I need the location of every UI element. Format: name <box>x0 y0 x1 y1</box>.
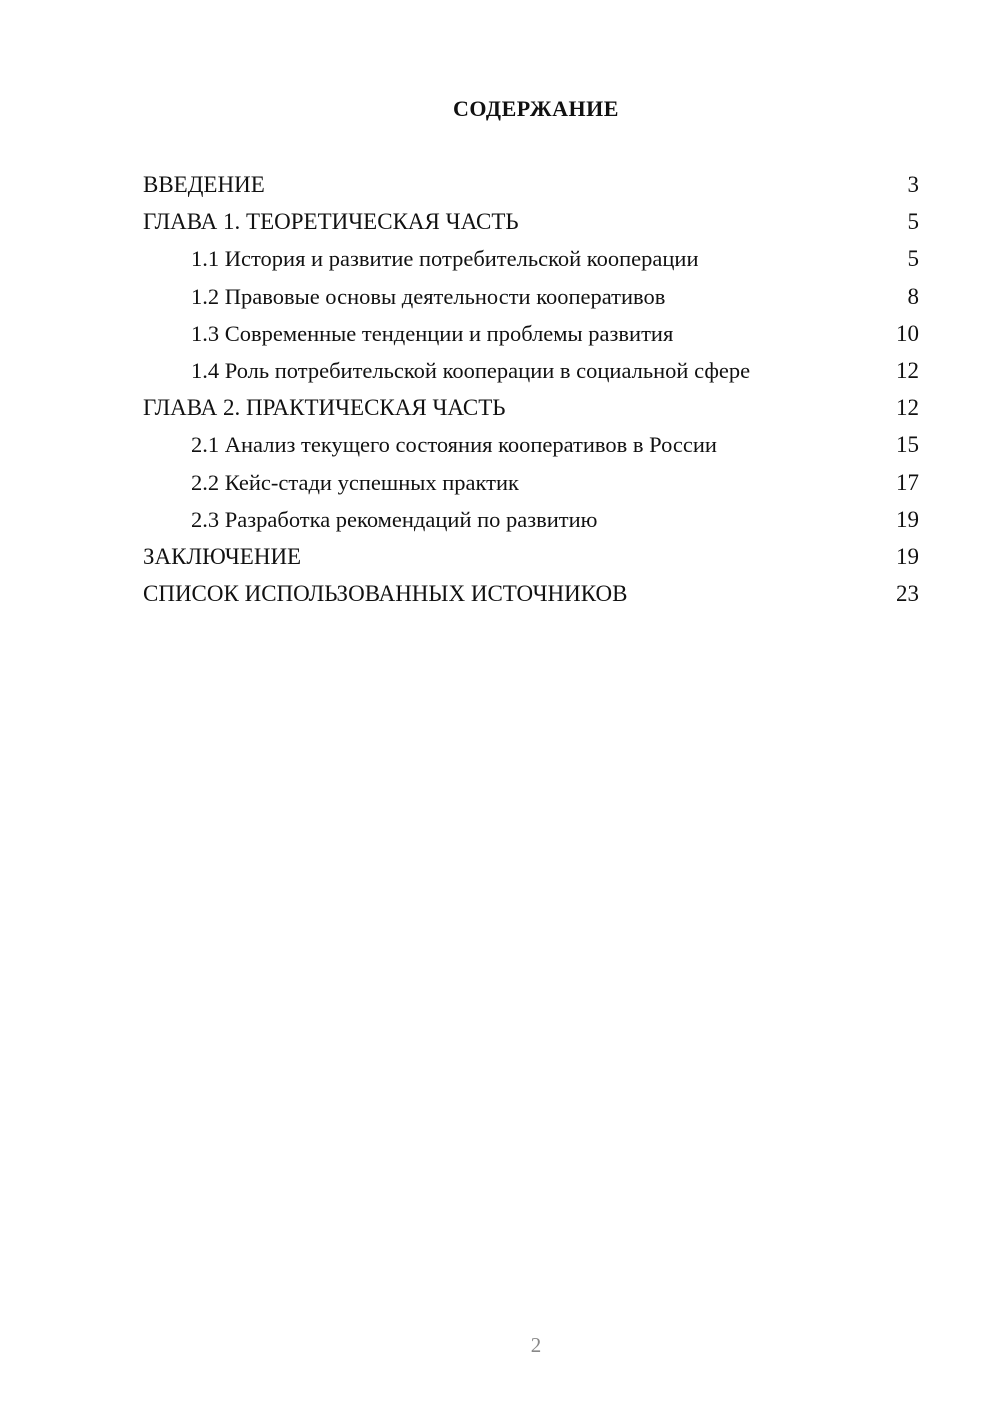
toc-entry-page: 23 <box>896 581 919 607</box>
toc-entry-introduction[interactable] <box>143 169 919 206</box>
toc-entry-section-1-1[interactable] <box>143 243 919 280</box>
toc-entry-label: 2.3 Разработка рекомендаций по развитию <box>191 506 598 532</box>
toc-entry-section-1-3[interactable] <box>143 318 919 355</box>
table-of-contents <box>143 169 919 615</box>
toc-entry-page: 12 <box>896 357 919 383</box>
toc-entry-page: 5 <box>907 246 919 272</box>
toc-entry-page: 12 <box>896 395 919 421</box>
toc-entry-label: СПИСОК ИСПОЛЬЗОВАННЫХ ИСТОЧНИКОВ <box>143 581 628 607</box>
toc-entry-label: 2.1 Анализ текущего состояния кооперативов в России <box>191 432 717 458</box>
toc-entry-page: 10 <box>896 320 919 346</box>
toc-entry-page: 3 <box>907 172 919 197</box>
page-number: 2 <box>530 1333 542 1357</box>
toc-entry-page: 19 <box>896 543 919 569</box>
toc-entry-page: 15 <box>896 432 919 458</box>
toc-entry-section-2-2[interactable] <box>143 467 919 504</box>
toc-entry-label: 1.2 Правовые основы деятельности кооперативов <box>191 283 666 309</box>
toc-entry-page: 8 <box>907 283 919 309</box>
toc-entry-label: ГЛАВА 1. ТЕОРЕТИЧЕСКАЯ ЧАСТЬ <box>143 209 519 235</box>
toc-entry-page: 5 <box>907 209 919 235</box>
toc-entry-section-1-4[interactable] <box>143 355 919 392</box>
toc-entry-section-2-3[interactable] <box>143 504 919 541</box>
toc-entry-label: 1.4 Роль потребительской кооперации в социальной сфере <box>191 357 751 383</box>
toc-entry-section-1-2[interactable] <box>143 281 919 318</box>
toc-entry-label: 2.2 Кейс-стади успешных практик <box>191 469 519 495</box>
toc-entry-label: 1.1 История и развитие потребительской кооперации <box>191 246 699 272</box>
toc-entry-conclusion[interactable] <box>143 541 919 578</box>
toc-entry-section-2-1[interactable] <box>143 429 919 466</box>
page-title: СОДЕРЖАНИЕ <box>453 96 619 121</box>
toc-entry-chapter-1[interactable] <box>143 206 919 243</box>
toc-entry-label: ЗАКЛЮЧЕНИЕ <box>143 543 302 569</box>
toc-entry-page: 17 <box>896 469 919 495</box>
toc-entry-page: 19 <box>896 506 919 532</box>
toc-entry-references[interactable] <box>143 578 919 615</box>
toc-entry-chapter-2[interactable] <box>143 392 919 429</box>
toc-entry-label: ВВЕДЕНИЕ <box>143 172 265 197</box>
toc-entry-label: 1.3 Современные тенденции и проблемы развития <box>191 320 674 346</box>
toc-entry-label: ГЛАВА 2. ПРАКТИЧЕСКАЯ ЧАСТЬ <box>143 395 506 421</box>
